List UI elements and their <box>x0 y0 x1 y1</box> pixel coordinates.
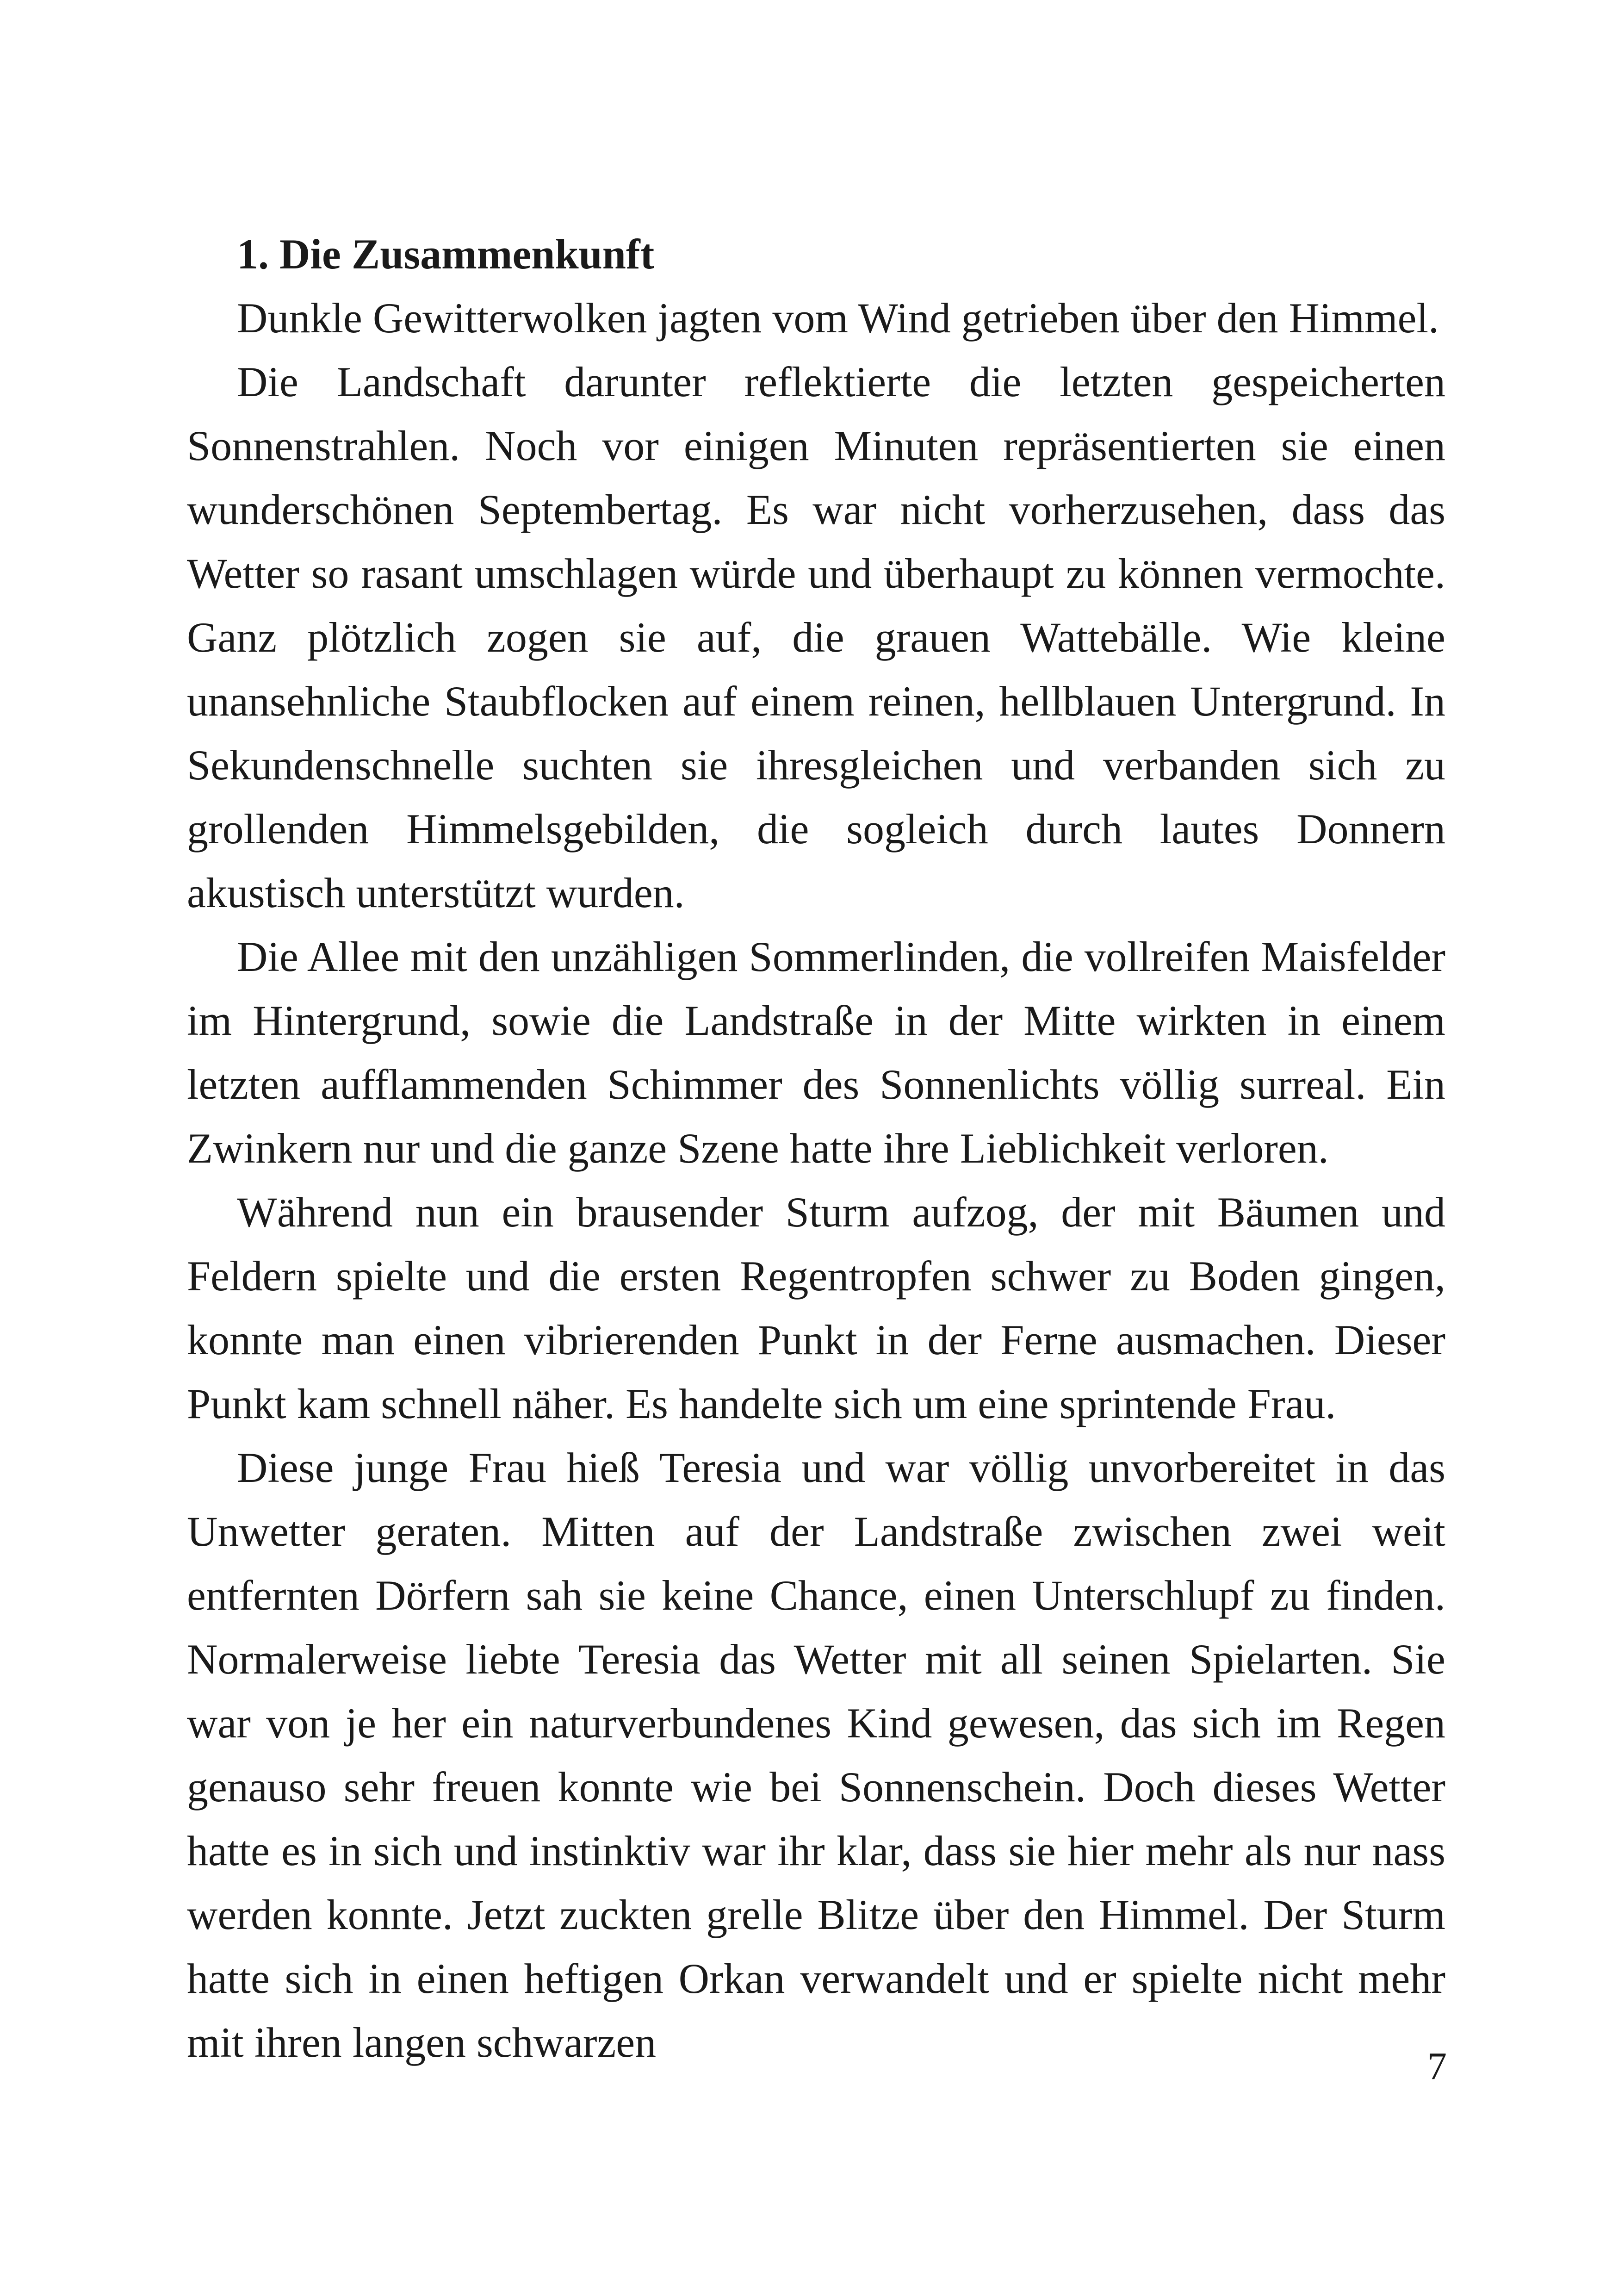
paragraph-4: Während nun ein brausender Sturm aufzog, der mit Bäumen und Feldern spielte und die ersten Regentropfen schwer zu Boden gingen, konnte man einen vibrierenden Punkt in der Ferne ausmachen. Dieser Punkt kam schnell näher. Es handelte sich um eine sprintende Frau. <box>187 1188 1445 1427</box>
paragraph-3: Die Allee mit den unzähligen Sommerlinden, die vollreifen Maisfelder im Hintergrund, sowie die Landstraße in der Mitte wirkten in einem letzten aufflammenden Schimmer des Sonnenlichts völlig surreal. Ein Zwinkern nur und die ganze Szene hatte ihre Lieblichkeit verloren. <box>187 933 1445 1172</box>
paragraph-2: Die Landschaft darunter reflektierte die letzten gespeicherten Sonnenstrahlen. Noch vor einigen Minuten repräsentierten sie einen wunderschönen Septembertag. Es war nicht vorherzusehen, dass das Wetter so rasant umschlagen würde und überhaupt zu können vermochte. Ganz plötzlich zogen sie auf, die grauen Wattebälle. Wie kleine unansehnliche Staubflocken auf einem reinen, hellblauen Untergrund. In Sekundenschnelle suchten sie ihresgleichen und verbanden sich zu grollenden Himmelsgebilden, die sogleich durch lautes Donnern akustisch unterstützt wurden. <box>187 358 1445 916</box>
page-text <box>187 222 1445 2074</box>
paragraph-1: Dunkle Gewitterwolken jagten vom Wind getrieben über den Himmel. <box>237 294 1439 342</box>
chapter-heading: 1. Die Zusammenkunft <box>237 230 655 278</box>
page-number: 7 <box>1427 2045 1447 2088</box>
paragraph-5: Diese junge Frau hieß Teresia und war völlig unvorbereitet in das Unwetter geraten. Mitten auf der Landstraße zwischen zwei weit entfernten Dörfern sah sie keine Chance, einen Unterschlupf zu finden. Normalerweise liebte Teresia das Wetter mit all seinen Spielarten. Sie war von je her ein naturverbundenes Kind gewesen, das sich im Regen genauso sehr freuen konnte wie bei Sonnenschein. Doch dieses Wetter hatte es in sich und instinktiv war ihr klar, dass sie hier mehr als nur nass werden konnte. Jetzt zuckten grelle Blitze über den Himmel. Der Sturm hatte sich in einen heftigen Orkan verwandelt und er spielte nicht mehr mit ihren langen schwarzen <box>187 1444 1445 2066</box>
